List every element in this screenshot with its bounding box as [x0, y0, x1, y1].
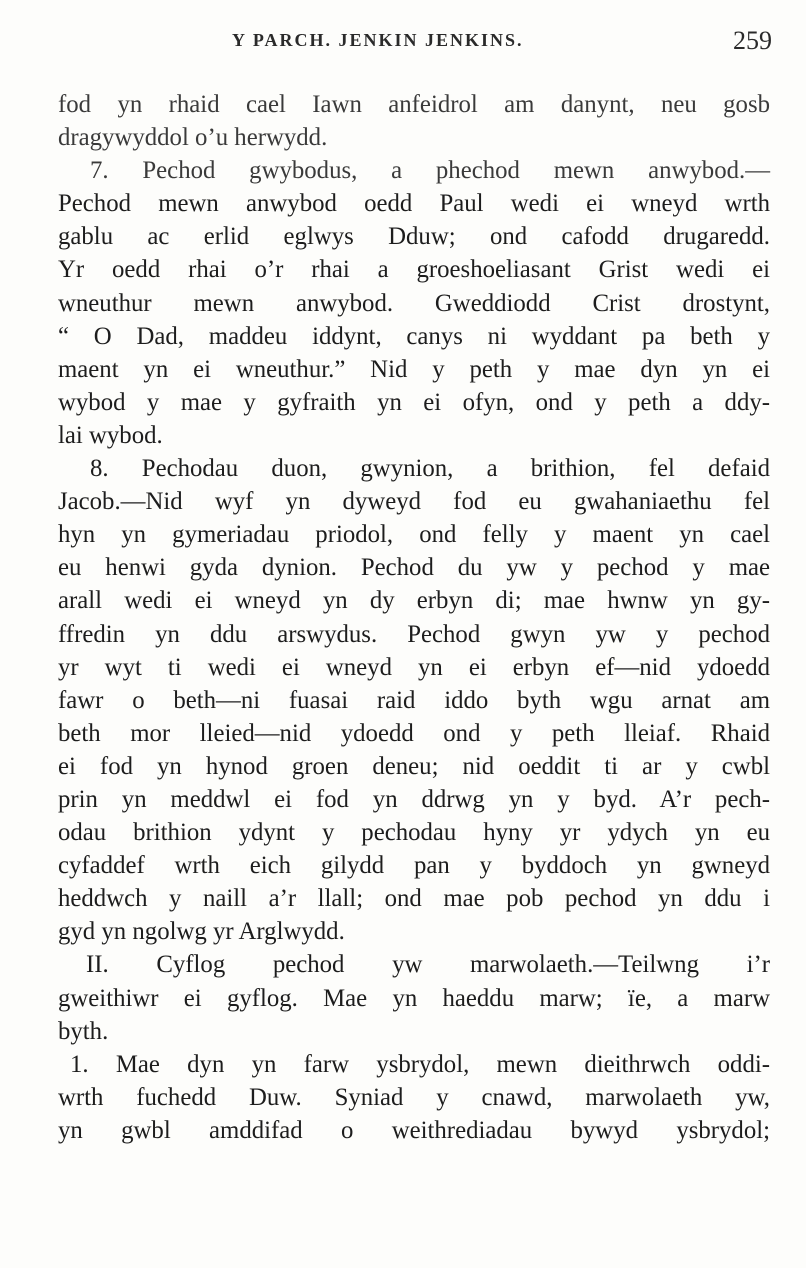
text-line: wybod y mae y gyfraith yn ei ofyn, ond y peth a ddy-: [58, 388, 770, 416]
running-head: [60, 26, 772, 60]
text-line: arall wedi ei wneyd yn dy erbyn di; mae hwnw yn gy-: [58, 587, 770, 615]
text-line: wneuthur mewn anwybod. Gweddiodd Crist drostynt,: [58, 289, 770, 317]
text-line: gablu ac erlid eglwys Dduw; ond cafodd drugaredd.: [58, 223, 770, 251]
text-line: wrth fuchedd Duw. Syniad y cnawd, marwolaeth yw,: [58, 1083, 770, 1111]
text-line: heddwch y naill a’r llall; ond mae pob pechod yn ddu i: [58, 885, 770, 913]
text-line: prin yn meddwl ei fod yn ddrwg yn y byd. A’r pech-: [58, 785, 770, 813]
text-line: gweithiwr ei gyflog. Mae yn haeddu marw; ïe, a marw: [58, 984, 770, 1012]
paragraph-heading-1: 1. Mae dyn yn farw ysbrydol, mewn dieithrwch oddi-: [70, 1050, 770, 1078]
body-text: [58, 88, 770, 1147]
text-line: eu henwi gyda dynion. Pechod du yw y pechod y mae: [58, 554, 770, 582]
text-line: cyfaddef wrth eich gilydd pan y byddoch yn gwneyd: [58, 852, 770, 880]
text-line: “ O Dad, maddeu iddynt, canys ni wyddant pa beth y: [58, 322, 770, 350]
text-line: Pechod mewn anwybod oedd Paul wedi ei wneyd wrth: [58, 190, 770, 218]
section-heading-ii: II. Cyflog pechod yw marwolaeth.—Teilwng i’r: [86, 951, 770, 979]
text-line: beth mor lleied—nid ydoedd ond y peth lleiaf. Rhaid: [58, 719, 770, 747]
text-line: yr wyt ti wedi ei wneyd yn ei erbyn ef—nid ydoedd: [58, 653, 770, 681]
text-line: dragywyddol o’u herwydd.: [58, 124, 328, 152]
text-line: ffredin yn ddu arswydus. Pechod gwyn yw y pechod: [58, 620, 770, 648]
text-line: Yr oedd rhai o’r rhai a groeshoeliasant Grist wedi ei: [58, 256, 770, 284]
running-head-title: Y PARCH. JENKIN JENKINS.: [232, 30, 524, 50]
text-line: maent yn ei wneuthur.” Nid y peth y mae dyn yn ei: [58, 355, 770, 383]
text-line: ei fod yn hynod groen deneu; nid oeddit ti ar y cwbl: [58, 752, 770, 780]
text-line: Jacob.—Nid wyf yn dyweyd fod eu gwahaniaethu fel: [58, 488, 770, 516]
text-line: gyd yn ngolwg yr Arglwydd.: [58, 918, 345, 946]
paragraph-heading-8: 8. Pechodau duon, gwynion, a brithion, fel defaid: [90, 455, 770, 483]
text-line: fod yn rhaid cael Iawn anfeidrol am danynt, neu gosb: [58, 91, 770, 118]
paragraph-heading-7: 7. Pechod gwybodus, a phechod mewn anwybod.—: [90, 157, 770, 185]
text-line: byth.: [58, 1017, 109, 1045]
text-line: yn gwbl amddifad o weithrediadau bywyd ysbrydol;: [58, 1116, 770, 1144]
text-line: odau brithion ydynt y pechodau hyny yr ydych yn eu: [58, 819, 770, 847]
page-number: 259: [733, 26, 772, 55]
text-line: lai wybod.: [58, 421, 163, 449]
text-line: fawr o beth—ni fuasai raid iddo byth wgu arnat am: [58, 686, 770, 714]
text-line: hyn yn gymeriadau priodol, ond felly y maent yn cael: [58, 521, 770, 549]
